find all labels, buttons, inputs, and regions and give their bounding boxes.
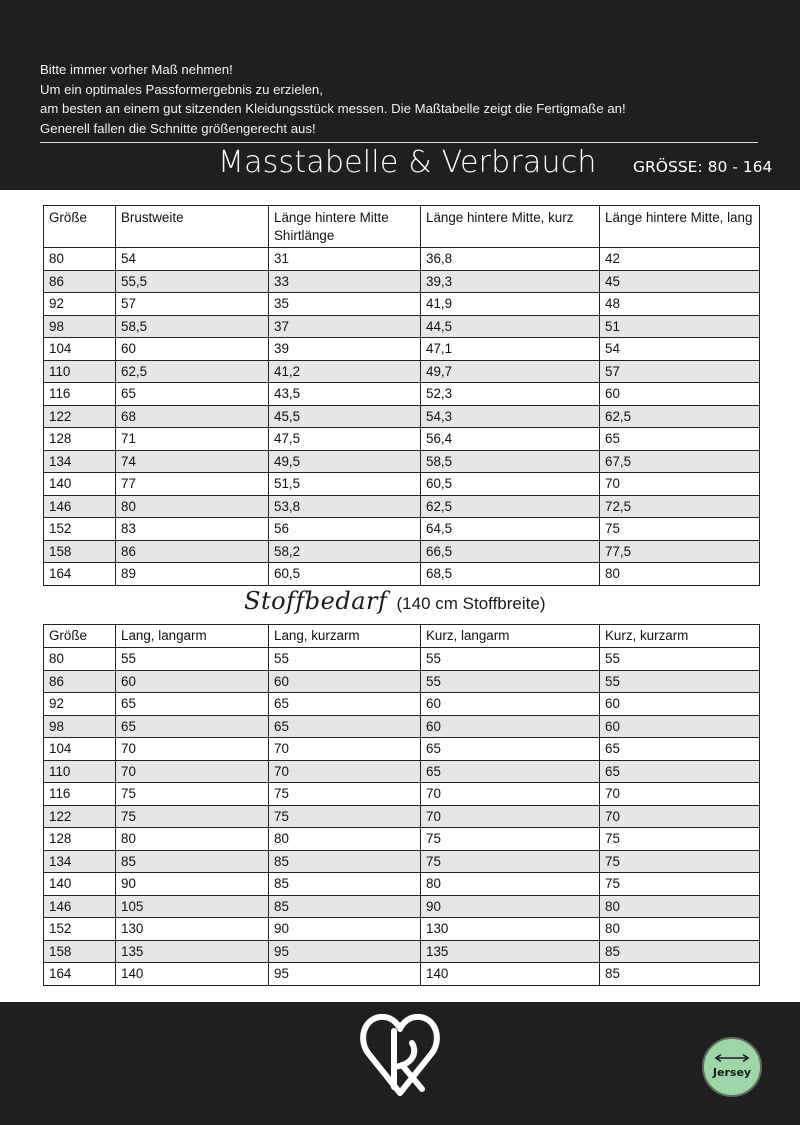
value-cell: 70: [269, 760, 421, 783]
size-cell: 134: [44, 450, 116, 473]
value-cell: 80: [421, 873, 600, 896]
table-row: [44, 918, 760, 941]
value-cell: 52,3: [421, 383, 600, 406]
value-cell: 70: [269, 738, 421, 761]
value-cell: 75: [269, 805, 421, 828]
size-cell: 140: [44, 473, 116, 496]
value-cell: 75: [421, 828, 600, 851]
value-cell: 48: [600, 293, 760, 316]
value-cell: 56,4: [421, 428, 600, 451]
value-cell: 65: [600, 738, 760, 761]
table-row: [44, 670, 760, 693]
header-band: [0, 0, 800, 190]
fabric-heading-subtitle: (140 cm Stoffbreite): [396, 594, 546, 613]
size-cell: 140: [44, 873, 116, 896]
size-cell: 134: [44, 850, 116, 873]
column-header-size: Größe: [44, 206, 116, 248]
value-cell: 37: [269, 315, 421, 338]
value-cell: 65: [116, 693, 269, 716]
value-cell: 75: [600, 518, 760, 541]
table-row: [44, 760, 760, 783]
table-header-row: [44, 625, 760, 648]
value-cell: 72,5: [600, 495, 760, 518]
value-cell: 65: [600, 428, 760, 451]
value-cell: 60: [116, 338, 269, 361]
intro-line: Um ein optimales Passformergebnis zu erzielen,: [40, 81, 323, 97]
value-cell: 57: [600, 360, 760, 383]
value-cell: 39,3: [421, 270, 600, 293]
table-row: [44, 428, 760, 451]
value-cell: 66,5: [421, 540, 600, 563]
header-divider: [40, 142, 758, 143]
size-cell: 158: [44, 940, 116, 963]
value-cell: 60: [600, 383, 760, 406]
size-cell: 146: [44, 495, 116, 518]
value-cell: 60: [600, 715, 760, 738]
size-cell: 164: [44, 563, 116, 586]
value-cell: 64,5: [421, 518, 600, 541]
intro-line: Generell fallen die Schnitte größengerecht aus!: [40, 120, 316, 136]
value-cell: 130: [116, 918, 269, 941]
value-cell: 71: [116, 428, 269, 451]
measurement-table-body: [44, 248, 760, 586]
size-cell: 104: [44, 738, 116, 761]
value-cell: 47,1: [421, 338, 600, 361]
value-cell: 86: [116, 540, 269, 563]
table-row: [44, 563, 760, 586]
value-cell: 135: [116, 940, 269, 963]
value-cell: 62,5: [600, 405, 760, 428]
size-cell: 98: [44, 715, 116, 738]
value-cell: 36,8: [421, 248, 600, 271]
table-row: [44, 540, 760, 563]
size-cell: 116: [44, 383, 116, 406]
value-cell: 51,5: [269, 473, 421, 496]
value-cell: 49,7: [421, 360, 600, 383]
value-cell: 45,5: [269, 405, 421, 428]
value-cell: 75: [600, 873, 760, 896]
value-cell: 65: [421, 760, 600, 783]
value-cell: 77,5: [600, 540, 760, 563]
size-cell: 122: [44, 805, 116, 828]
value-cell: 85: [600, 963, 760, 986]
table-row: [44, 850, 760, 873]
size-cell: 164: [44, 963, 116, 986]
value-cell: 58,5: [421, 450, 600, 473]
value-cell: 70: [600, 805, 760, 828]
value-cell: 77: [116, 473, 269, 496]
value-cell: 47,5: [269, 428, 421, 451]
value-cell: 31: [269, 248, 421, 271]
value-cell: 90: [421, 895, 600, 918]
value-cell: 53,8: [269, 495, 421, 518]
table-row: [44, 895, 760, 918]
value-cell: 85: [269, 873, 421, 896]
value-cell: 75: [116, 805, 269, 828]
value-cell: 85: [600, 940, 760, 963]
value-cell: 58,2: [269, 540, 421, 563]
value-cell: 65: [269, 715, 421, 738]
double-arrow-icon: [713, 1053, 751, 1063]
size-cell: 104: [44, 338, 116, 361]
value-cell: 80: [600, 895, 760, 918]
table-row: [44, 873, 760, 896]
value-cell: 83: [116, 518, 269, 541]
value-cell: 67,5: [600, 450, 760, 473]
fabric-heading-title: Stoffbedarf: [244, 587, 388, 615]
value-cell: 62,5: [116, 360, 269, 383]
value-cell: 65: [269, 693, 421, 716]
value-cell: 58,5: [116, 315, 269, 338]
table-row: [44, 738, 760, 761]
value-cell: 68,5: [421, 563, 600, 586]
size-range-label: GRÖSSE: 80 - 164: [633, 158, 773, 176]
value-cell: 75: [116, 783, 269, 806]
value-cell: 54: [116, 248, 269, 271]
value-cell: 68: [116, 405, 269, 428]
value-cell: 90: [116, 873, 269, 896]
size-cell: 110: [44, 360, 116, 383]
table-row: [44, 783, 760, 806]
size-cell: 110: [44, 760, 116, 783]
size-cell: 80: [44, 648, 116, 671]
size-cell: 80: [44, 248, 116, 271]
value-cell: 51: [600, 315, 760, 338]
column-header-long-shortsleeve: Lang, kurzarm: [269, 625, 421, 648]
table-row: [44, 715, 760, 738]
table-header-row: [44, 206, 760, 248]
value-cell: 74: [116, 450, 269, 473]
value-cell: 80: [600, 918, 760, 941]
value-cell: 55: [116, 648, 269, 671]
value-cell: 65: [116, 383, 269, 406]
column-header-short-longsleeve: Kurz, langarm: [421, 625, 600, 648]
size-cell: 122: [44, 405, 116, 428]
value-cell: 95: [269, 940, 421, 963]
page-title: Masstabelle & Verbrauch: [218, 145, 597, 180]
column-header-short-shortsleeve: Kurz, kurzarm: [600, 625, 760, 648]
value-cell: 60: [421, 693, 600, 716]
table-row: [44, 693, 760, 716]
value-cell: 45: [600, 270, 760, 293]
value-cell: 75: [600, 828, 760, 851]
size-cell: 92: [44, 293, 116, 316]
column-header-back-length-shirt: Länge hintere Mitte Shirtlänge: [269, 206, 421, 248]
fabric-table: [43, 624, 760, 986]
intro-line: am besten an einem gut sitzenden Kleidungsstück messen. Die Maßtabelle zeigt die Fertigmaße an!: [40, 101, 626, 117]
size-cell: 92: [44, 693, 116, 716]
table-row: [44, 338, 760, 361]
value-cell: 65: [421, 738, 600, 761]
column-header-back-length-long: Länge hintere Mitte, lang: [600, 206, 760, 248]
size-cell: 116: [44, 783, 116, 806]
value-cell: 80: [116, 495, 269, 518]
value-cell: 70: [421, 805, 600, 828]
value-cell: 60: [116, 670, 269, 693]
table-row: [44, 648, 760, 671]
value-cell: 33: [269, 270, 421, 293]
size-cell: 128: [44, 828, 116, 851]
table-row: [44, 473, 760, 496]
value-cell: 54: [600, 338, 760, 361]
value-cell: 70: [421, 783, 600, 806]
table-row: [44, 940, 760, 963]
heart-k-logo-icon: [360, 1009, 440, 1097]
value-cell: 60: [600, 693, 760, 716]
table-row: [44, 405, 760, 428]
size-cell: 152: [44, 518, 116, 541]
value-cell: 85: [116, 850, 269, 873]
value-cell: 90: [269, 918, 421, 941]
measurement-table: [43, 205, 760, 586]
column-header-long-longsleeve: Lang, langarm: [116, 625, 269, 648]
value-cell: 60,5: [421, 473, 600, 496]
value-cell: 70: [600, 473, 760, 496]
value-cell: 85: [269, 895, 421, 918]
value-cell: 80: [269, 828, 421, 851]
table-row: [44, 248, 760, 271]
value-cell: 44,5: [421, 315, 600, 338]
value-cell: 55: [421, 670, 600, 693]
size-cell: 98: [44, 315, 116, 338]
fabric-table-body: [44, 648, 760, 986]
column-header-size: Größe: [44, 625, 116, 648]
value-cell: 75: [600, 850, 760, 873]
table-row: [44, 828, 760, 851]
table-row: [44, 315, 760, 338]
value-cell: 65: [116, 715, 269, 738]
value-cell: 70: [600, 783, 760, 806]
table-row: [44, 805, 760, 828]
value-cell: 54,3: [421, 405, 600, 428]
value-cell: 70: [116, 760, 269, 783]
value-cell: 55: [600, 648, 760, 671]
value-cell: 42: [600, 248, 760, 271]
value-cell: 80: [600, 563, 760, 586]
fabric-heading: [244, 587, 545, 615]
table-row: [44, 360, 760, 383]
value-cell: 75: [269, 783, 421, 806]
value-cell: 55: [269, 648, 421, 671]
jersey-badge: [702, 1037, 762, 1097]
size-cell: 152: [44, 918, 116, 941]
value-cell: 49,5: [269, 450, 421, 473]
value-cell: 140: [116, 963, 269, 986]
value-cell: 130: [421, 918, 600, 941]
value-cell: 85: [269, 850, 421, 873]
value-cell: 35: [269, 293, 421, 316]
size-cell: 146: [44, 895, 116, 918]
value-cell: 65: [600, 760, 760, 783]
value-cell: 55,5: [116, 270, 269, 293]
value-cell: 60: [269, 670, 421, 693]
size-cell: 128: [44, 428, 116, 451]
value-cell: 89: [116, 563, 269, 586]
jersey-badge-label: Jersey: [712, 1066, 752, 1079]
size-cell: 86: [44, 670, 116, 693]
value-cell: 56: [269, 518, 421, 541]
value-cell: 41,9: [421, 293, 600, 316]
value-cell: 41,2: [269, 360, 421, 383]
table-row: [44, 450, 760, 473]
value-cell: 75: [421, 850, 600, 873]
table-row: [44, 293, 760, 316]
value-cell: 95: [269, 963, 421, 986]
value-cell: 62,5: [421, 495, 600, 518]
intro-line: Bitte immer vorher Maß nehmen!: [40, 62, 233, 77]
column-header-back-length-short: Länge hintere Mitte, kurz: [421, 206, 600, 248]
value-cell: 43,5: [269, 383, 421, 406]
value-cell: 60,5: [269, 563, 421, 586]
value-cell: 60: [421, 715, 600, 738]
table-row: [44, 495, 760, 518]
table-row: [44, 963, 760, 986]
intro-text: [40, 60, 770, 138]
value-cell: 140: [421, 963, 600, 986]
value-cell: 55: [600, 670, 760, 693]
value-cell: 57: [116, 293, 269, 316]
value-cell: 39: [269, 338, 421, 361]
value-cell: 55: [421, 648, 600, 671]
size-cell: 86: [44, 270, 116, 293]
value-cell: 135: [421, 940, 600, 963]
value-cell: 105: [116, 895, 269, 918]
table-row: [44, 383, 760, 406]
size-cell: 158: [44, 540, 116, 563]
value-cell: 70: [116, 738, 269, 761]
value-cell: 80: [116, 828, 269, 851]
table-row: [44, 518, 760, 541]
table-row: [44, 270, 760, 293]
column-header-chest: Brustweite: [116, 206, 269, 248]
